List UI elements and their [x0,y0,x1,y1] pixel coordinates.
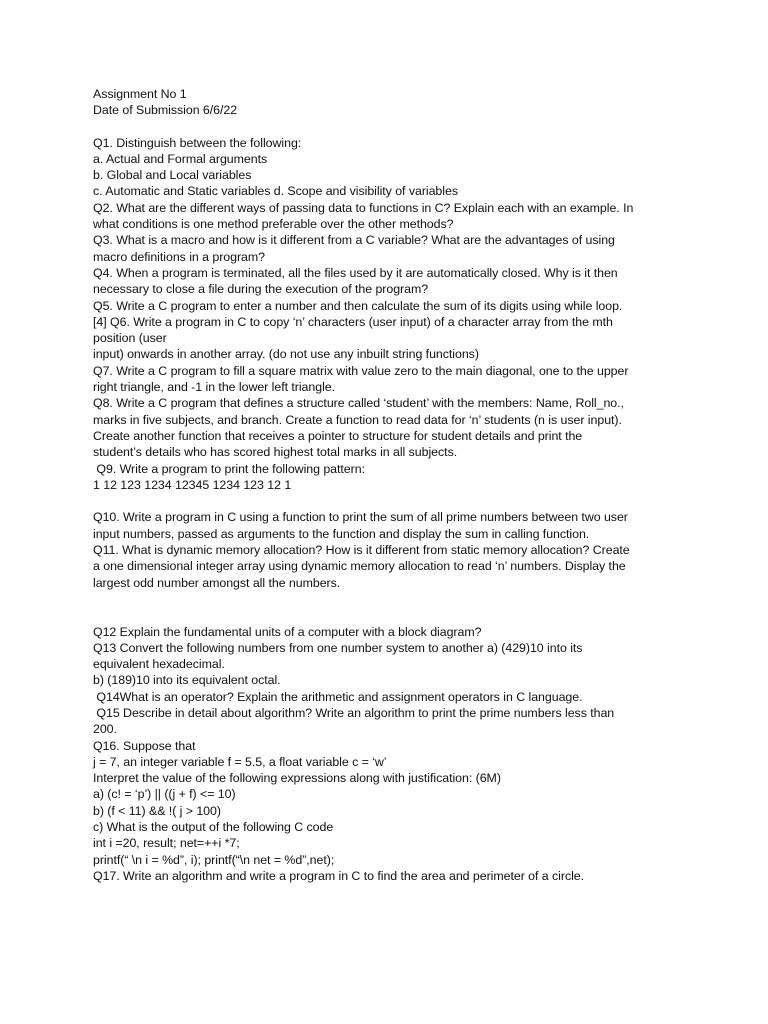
blank-line [93,591,678,607]
text-line: input) onwards in another array. (do not use any inbuilt string functions) [93,347,479,362]
text-line: a. Actual and Formal arguments [93,151,268,166]
text-line: student’s details who has scored highest total marks in all subjects. [93,445,458,460]
text-line: what conditions is one method preferable over the other methods? [93,217,454,232]
text-line: Q15 Describe in detail about algorithm? Write an algorithm to print the prime numbers less than [93,705,615,720]
text-line: Interpret the value of the following expressions along with justification: (6M) [93,771,501,786]
submission-date: Date of Submission 6/6/22 [93,103,238,118]
text-line: b) (f < 11) && !( j > 100) [93,803,221,818]
text-line: Q4. When a program is terminated, all the files used by it are automatically closed. Why is it then [93,265,618,280]
text-line: Q3. What is a macro and how is it different from a C variable? What are the advantages of using [93,233,615,248]
text-line: Q9. Write a program to print the following pattern: [93,461,365,476]
text-line: Q17. Write an algorithm and write a program in C to find the area and perimeter of a circle. [93,868,585,883]
text-line: right triangle, and -1 in the lower left triangle. [93,380,336,395]
text-line: Q16. Suppose that [93,738,196,753]
text-line: Q10. Write a program in C using a function to print the sum of all prime numbers between two user [93,510,628,525]
text-line: int i =20, result; net=++i *7; [93,836,240,851]
text-line: Q13 Convert the following numbers from one number system to another a) (429)10 into its [93,640,583,655]
text-line: Q5. Write a C program to enter a number and then calculate the sum of its digits using while loop. [93,298,623,313]
text-line: Q7. Write a C program to fill a square matrix with value zero to the main diagonal, one to the upper [93,363,629,378]
text-line: [4] Q6. Write a program in C to copy ‘n’ characters (user input) of a character array from the mth [93,314,613,329]
text-line: equivalent hexadecimal. [93,657,225,672]
text-line: necessary to close a file during the execution of the program? [93,282,429,297]
assignment-text [93,86,678,884]
blank-line [93,607,678,623]
text-line: Q12 Explain the fundamental units of a computer with a block diagram? [93,624,482,639]
text-line: marks in five subjects, and branch. Create a function to read data for ‘n’ students (n is user input). [93,412,622,427]
text-line: c. Automatic and Static variables d. Scope and visibility of variables [93,184,458,199]
spacer [93,119,678,135]
text-line: Create another function that receives a pointer to structure for student details and print the [93,428,583,443]
text-line: 200. [93,722,117,737]
text-line: b. Global and Local variables [93,168,252,183]
text-line: a) (c! = ‘p’) || ((j + f) <= 10) [93,787,236,802]
text-line: a one dimensional integer array using dynamic memory allocation to read ‘n’ numbers. Display the [93,559,626,574]
text-line: largest odd number amongst all the numbers. [93,575,341,590]
assignment-title: Assignment No 1 [93,87,187,101]
text-line: j = 7, an integer variable f = 5.5, a float variable c = ‘w’ [93,754,387,769]
text-line: Q14What is an operator? Explain the arithmetic and assignment operators in C language. [93,689,583,704]
text-line: c) What is the output of the following C code [93,820,334,835]
text-line: Q2. What are the different ways of passing data to functions in C? Explain each with an example. In [93,200,634,215]
text-line: macro definitions in a program? [93,249,266,264]
question-list [93,135,678,885]
text-line: printf(“ \n i = %d”, i); printf(“\n net = %d”,net); [93,852,335,867]
text-line: b) (189)10 into its equivalent octal. [93,673,281,688]
text-line: Q11. What is dynamic memory allocation? How is it different from static memory allocation? Create [93,543,630,558]
text-line: position (user [93,331,167,346]
text-line: Q1. Distinguish between the following: [93,135,302,150]
text-line: Q8. Write a C program that defines a structure called ‘student’ with the members: Name, Roll_no., [93,396,624,411]
text-line: 1 12 123 1234 12345 1234 123 12 1 [93,477,292,492]
text-line: input numbers, passed as arguments to the function and display the sum in calling function. [93,526,590,541]
blank-line [93,493,678,509]
